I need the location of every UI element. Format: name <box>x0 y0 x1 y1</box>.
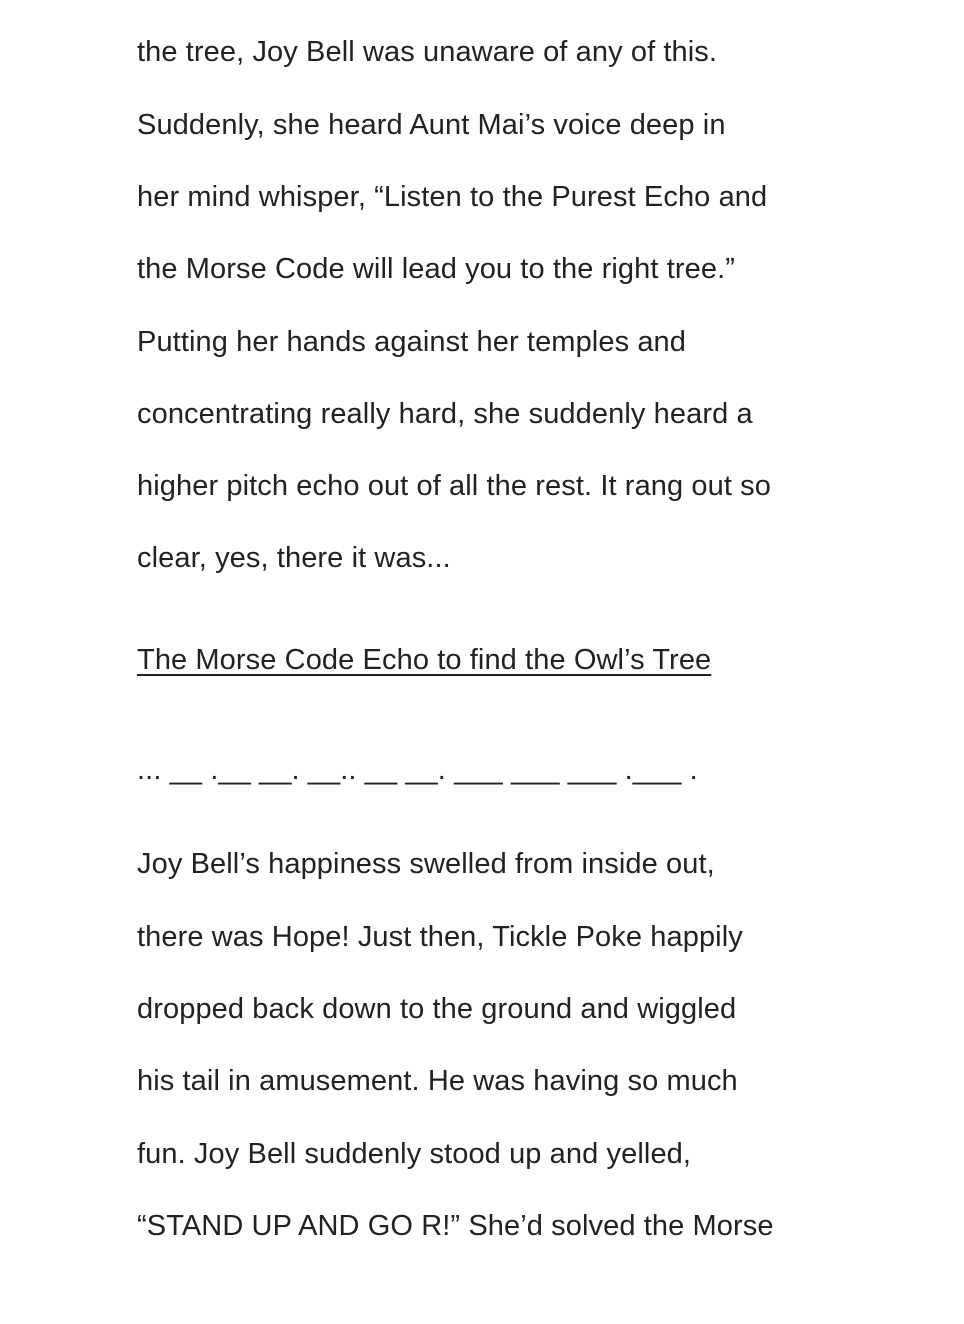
text-line: his tail in amusement. He was having so much <box>137 1065 738 1097</box>
text-line: there was Hope! Just then, Tickle Poke happily <box>137 921 743 953</box>
text-line: fun. Joy Bell suddenly stood up and yelled, <box>137 1138 692 1170</box>
section-heading: The Morse Code Echo to find the Owl’s Tree <box>137 644 712 676</box>
text-line: dropped back down to the ground and wiggled <box>137 993 737 1025</box>
morse-code-line: ... __ .__ __. __.. __ __. ___ ___ ___ .___ . <box>137 754 698 786</box>
text-line: clear, yes, there it was... <box>137 542 451 574</box>
text-line: higher pitch echo out of all the rest. It rang out so <box>137 470 772 502</box>
text-line: concentrating really hard, she suddenly heard a <box>137 398 753 430</box>
text-line: Joy Bell’s happiness swelled from inside out, <box>137 848 715 880</box>
text-line: the tree, Joy Bell was unaware of any of this. <box>137 36 718 68</box>
text-line: Suddenly, she heard Aunt Mai’s voice deep in <box>137 109 726 141</box>
text-line: “STAND UP AND GO R!” She’d solved the Morse <box>137 1210 774 1242</box>
text-line: the Morse Code will lead you to the right tree.” <box>137 253 735 285</box>
text-line: her mind whisper, “Listen to the Purest Echo and <box>137 181 768 213</box>
text-line: Putting her hands against her temples and <box>137 326 687 358</box>
